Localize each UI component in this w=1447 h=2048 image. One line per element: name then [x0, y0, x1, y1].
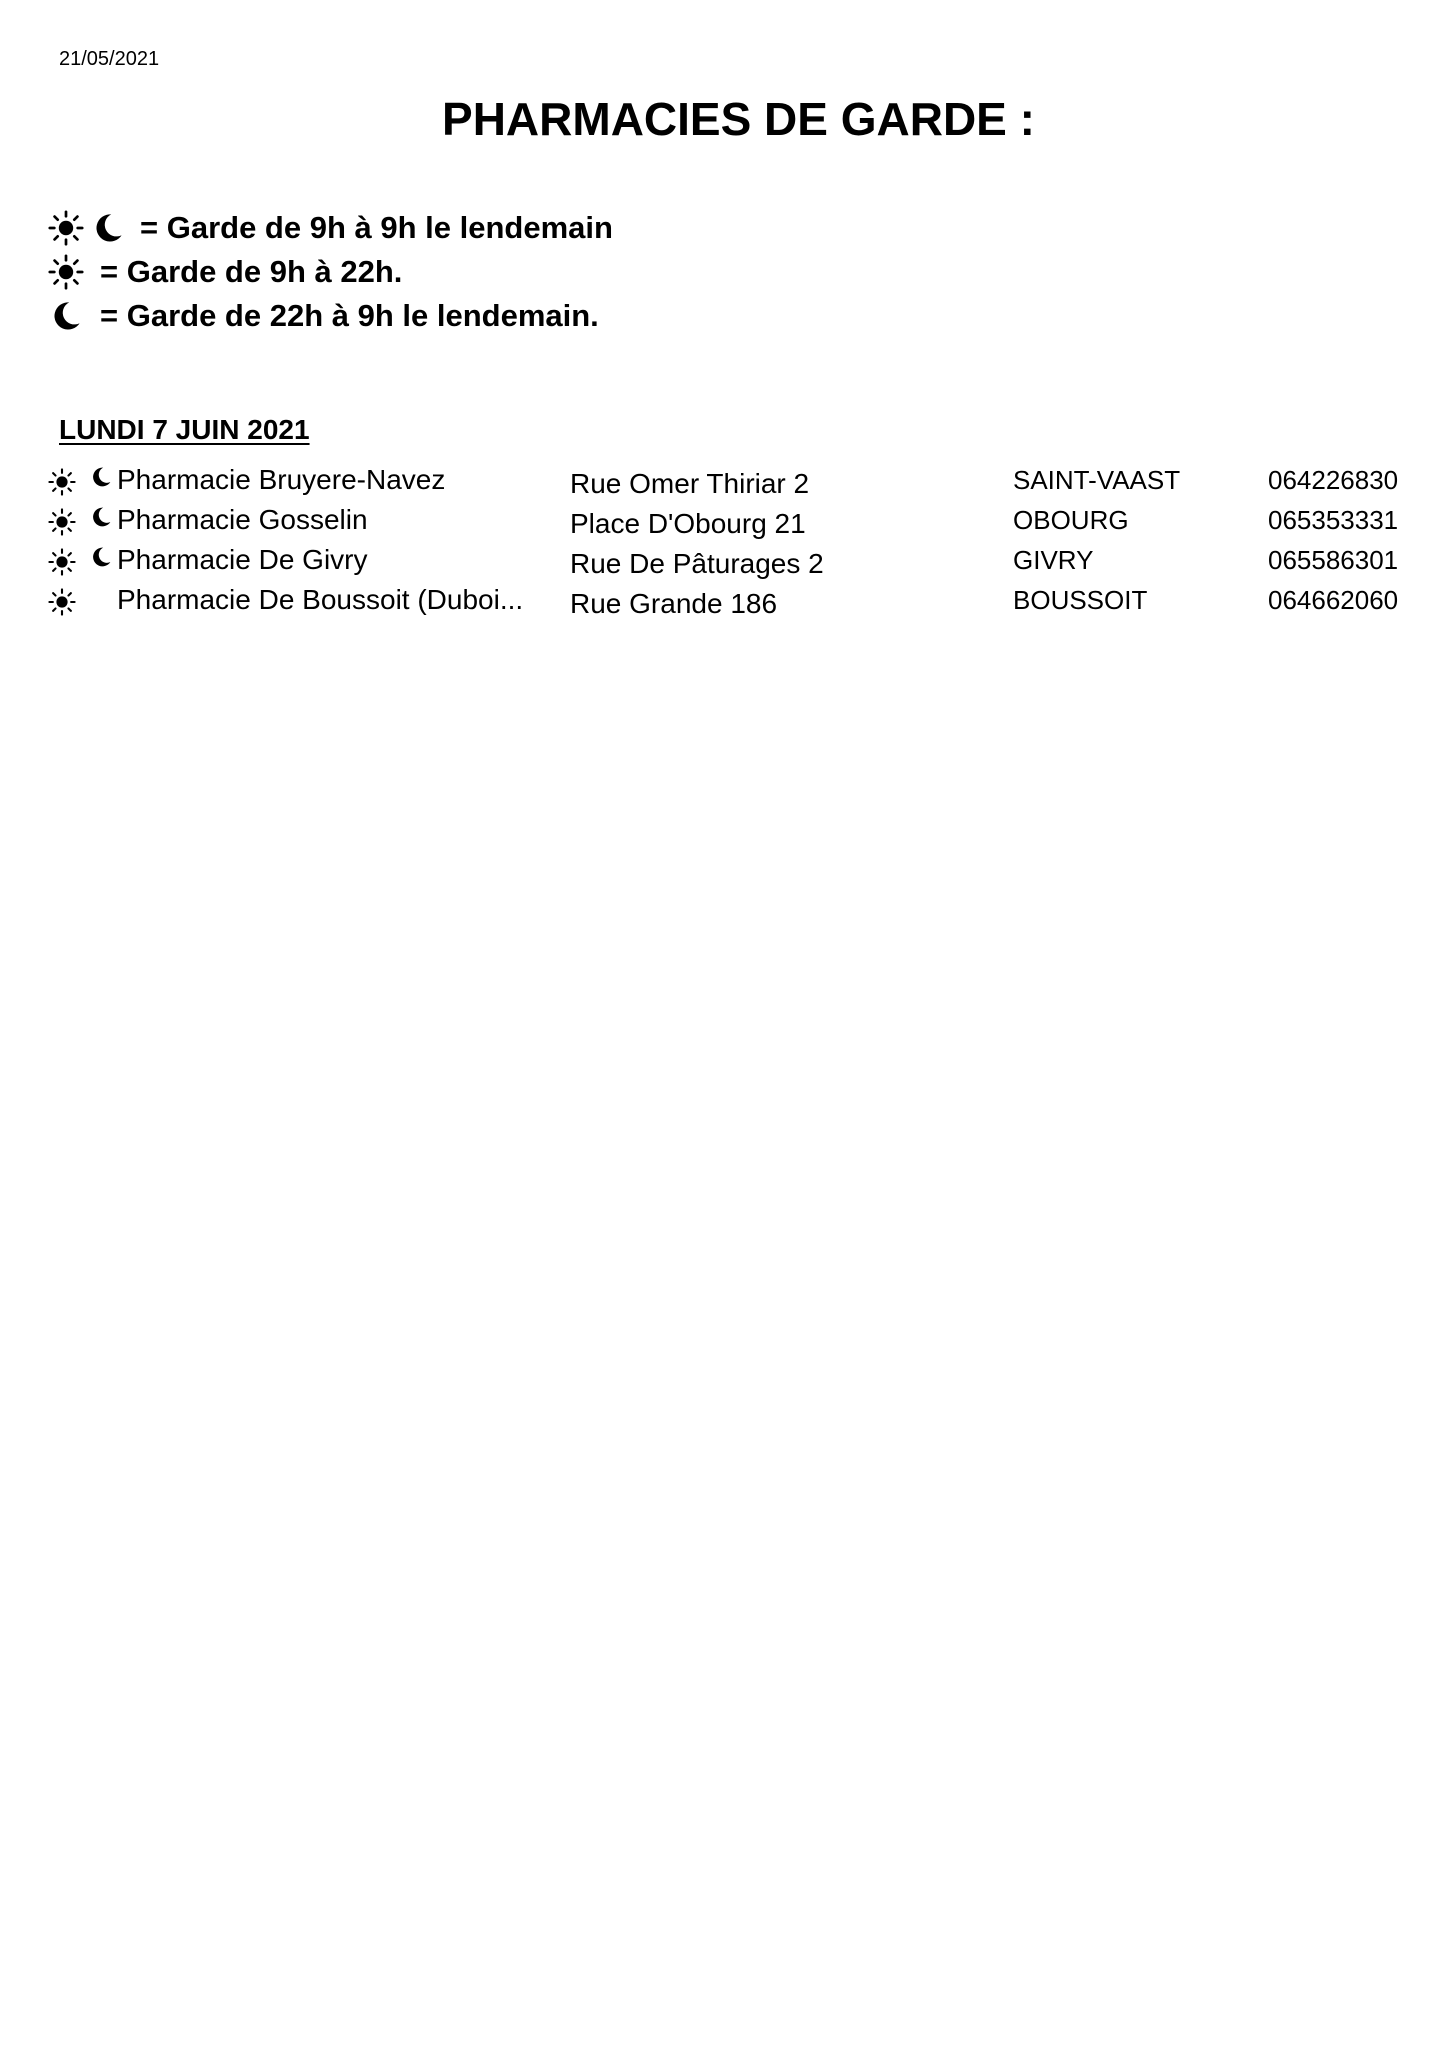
sun-icon — [48, 548, 76, 576]
pharmacy-phone: 064662060 — [1268, 585, 1399, 615]
pharmacy-row — [0, 460, 1447, 500]
pharmacy-street: Rue Grande 186 — [570, 588, 778, 619]
day-heading: LUNDI 7 JUIN 2021 — [59, 414, 310, 445]
sun-icon — [48, 210, 84, 246]
moon-icon — [90, 466, 112, 488]
pharmacy-city: OBOURG — [1013, 505, 1129, 535]
pharmacy-city: GIVRY — [1013, 545, 1094, 575]
pharmacy-street: Rue De Pâturages 2 — [570, 548, 824, 579]
pharmacy-phone: 065353331 — [1268, 505, 1399, 535]
legend-text: = Garde de 9h à 22h. — [100, 254, 403, 289]
pharmacy-phone: 065586301 — [1268, 545, 1399, 575]
moon-icon — [50, 300, 82, 332]
document-date: 21/05/2021 — [59, 48, 160, 70]
pharmacy-name: Pharmacie Gosselin — [117, 504, 368, 535]
legend-item-full-shift — [48, 208, 613, 248]
pharmacy-street: Place D'Obourg 21 — [570, 508, 806, 539]
page-title: PHARMACIES DE GARDE : — [442, 93, 1035, 145]
moon-icon — [90, 546, 112, 568]
legend-text: = Garde de 22h à 9h le lendemain. — [100, 298, 599, 333]
sun-icon — [48, 588, 76, 616]
pharmacy-row — [0, 580, 1447, 620]
pharmacy-city: SAINT-VAAST — [1013, 465, 1181, 495]
pharmacy-row — [0, 500, 1447, 540]
pharmacy-name: Pharmacie Bruyere-Navez — [117, 464, 446, 495]
moon-icon — [90, 506, 112, 528]
pharmacy-city: BOUSSOIT — [1013, 585, 1148, 615]
sun-icon — [48, 468, 76, 496]
pharmacy-street: Rue Omer Thiriar 2 — [570, 468, 810, 499]
pharmacy-phone: 064226830 — [1268, 465, 1399, 495]
pharmacy-name: Pharmacie De Givry — [117, 544, 368, 575]
moon-icon — [92, 212, 124, 244]
pharmacy-row — [0, 540, 1447, 580]
sun-icon — [48, 254, 84, 290]
legend-text: = Garde de 9h à 9h le lendemain — [140, 210, 613, 245]
legend-item-night-shift — [48, 296, 599, 336]
sun-icon — [48, 508, 76, 536]
legend-item-day-shift — [48, 252, 402, 292]
pharmacy-name: Pharmacie De Boussoit (Duboi... — [117, 584, 524, 615]
